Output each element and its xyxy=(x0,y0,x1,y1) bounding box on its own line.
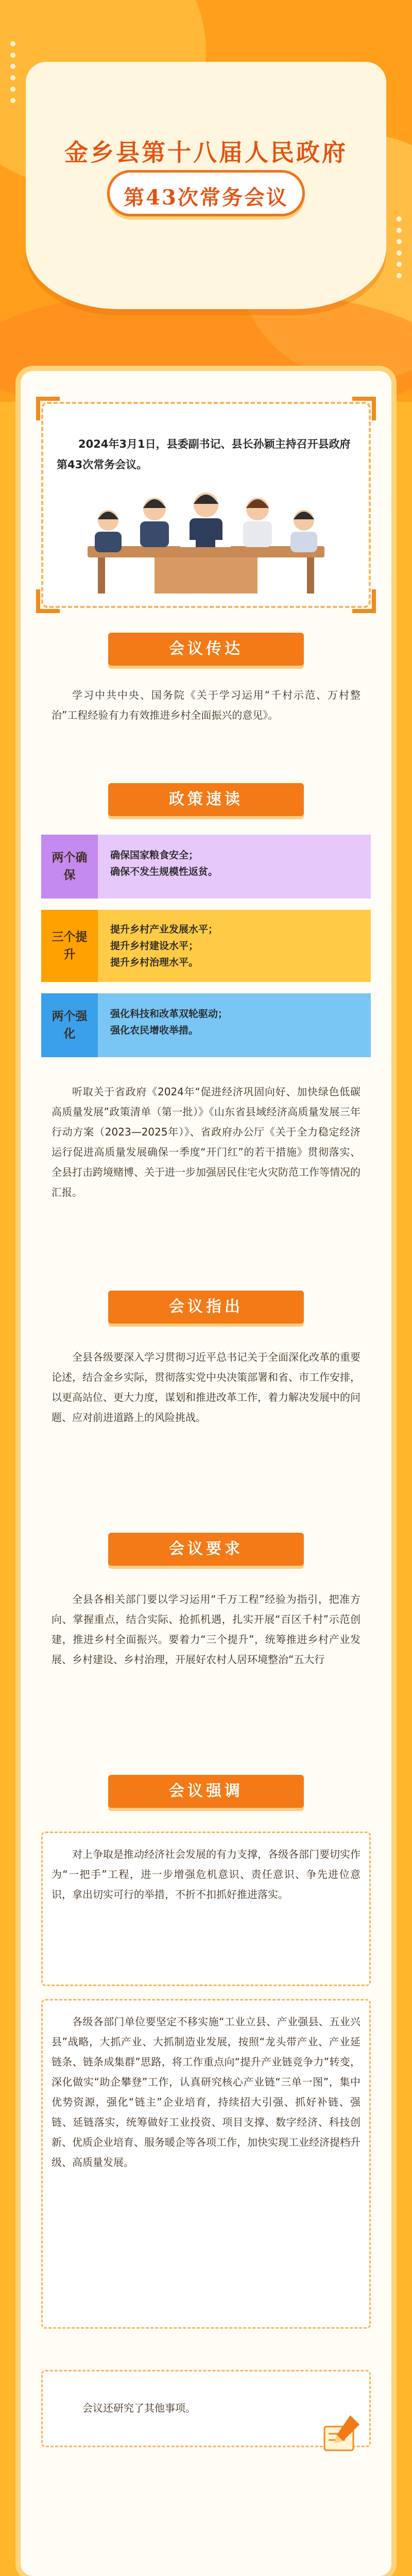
policy-body xyxy=(98,993,371,1057)
corner-decor xyxy=(36,589,60,613)
policy-line: 提升乡村治理水平。 xyxy=(110,957,199,968)
page-subtitle: 第43次常务会议 xyxy=(124,185,288,210)
section-text: 学习中共中央、国务院《关于学习运用“千村示范、万村整治”工程经验有力有效推进乡村全面振兴的意见》。 xyxy=(52,689,360,721)
section-title: 会议强调 xyxy=(169,1782,243,1800)
section-text: 全县各相关部门要以学习运用“千万工程”经验为指引，把准方向、掌握重点，结合实际、抢抓机遇，扎实开展“百区千村”示范创建，推进乡村全面振兴。要着力“三个提升”，统筹推进乡村产业发展、乡村建设、乡村治理，开展好农村人居环境整治“五大行 xyxy=(52,1593,360,1666)
policy-row xyxy=(41,835,371,899)
section-text: 对上争取是推动经济社会发展的有力支撑，各级各部门要切实作为“一把手”工程，进一步增强危机意识、责任意识、争先进位意识，拿出切实可行的举措，不折不扣抓好推进落实。 xyxy=(52,1848,360,1901)
section-banner xyxy=(108,1291,304,1324)
section-text: 全县各级要深入学习贯彻习近平总书记关于全面深化改革的重要论述，结合金乡实际，贯彻落实党中央决策部署和省、市工作安排，以更高站位、更大力度，谋划和推进改革工作，着力解决发展中的问题、应对前进道路上的风险挑战。 xyxy=(52,1351,360,1423)
meeting-illustration xyxy=(77,484,335,598)
corner-decor xyxy=(36,397,60,420)
section-banner xyxy=(108,783,304,816)
policy-tag: 两个强化 xyxy=(41,993,98,1057)
section-title: 会议传达 xyxy=(169,640,243,658)
corner-decor xyxy=(352,397,376,420)
policy-body xyxy=(98,910,371,982)
section-text: 各级各部门单位要坚定不移实施“工业立县、产业强县、五业兴县”战略，大抓产业、大抓制造业发展，按照“龙头带产业、产业延链条、链条成集群”思路，将工作重点向“提升产业链竞争力”转变，深化做实“助企攀登”工作，认真研究核心产业链“三单一图”，集中优势资源，强化“链主”企业培育，持续招大引强、抓好补链、强链、延链落实，统筹做好工业投资、项目支撑、数字经济、科技创新、优质企业培育、服务暖企等各项工作，加快实现工业经济提档升级、高质量发展。 xyxy=(52,2015,360,2168)
policy-line: 强化农民增收举措。 xyxy=(110,1025,199,1036)
section-banner xyxy=(108,633,304,666)
intro-text: 2024年3月1日，县委副书记、县长孙颖主持召开县政府第43次常务会议。 xyxy=(57,438,351,471)
section-title: 会议要求 xyxy=(169,1540,243,1558)
section-title: 会议指出 xyxy=(169,1298,243,1316)
policy-tag: 两个确保 xyxy=(41,835,98,899)
pencil-icon xyxy=(319,2411,366,2458)
page-title: 金乡县第十八届人民政府 xyxy=(64,139,348,166)
policy-line: 确保不发生规模性返贫。 xyxy=(110,866,218,877)
section-banner xyxy=(108,1775,304,1808)
policy-row xyxy=(41,910,371,982)
section-title: 政策速读 xyxy=(169,790,243,808)
policy-row xyxy=(41,993,371,1057)
policy-line: 确保国家粮食安全； xyxy=(110,850,199,861)
policy-body xyxy=(98,835,371,899)
policy-line: 提升乡村建设水平； xyxy=(110,940,199,952)
policy-tag: 三个提升 xyxy=(41,910,98,982)
policy-line: 提升乡村产业发展水平； xyxy=(110,924,218,935)
corner-decor xyxy=(352,589,376,613)
policy-line: 强化科技和改革双轮驱动； xyxy=(110,1008,228,1020)
section-banner xyxy=(108,1533,304,1566)
decor-dots xyxy=(397,216,402,284)
section-text: 听取关于省政府《2024年“促进经济巩固向好、加快绿色低碳高质量发展”政策清单（第一批）》《山东省县域经济高质量发展三年行动方案（2023—2025年）》、省政府办公厅《关于全力稳定经济运行促进高质量发展确保一季度“开门红”的若干措施》贯彻落实、全县打击跨境赌博、关于进一步加强居民住宅火灾防范工作等情况的汇报。 xyxy=(52,1086,360,1198)
closing-text: 会议还研究了其他事项。 xyxy=(82,2402,196,2414)
decor-dots xyxy=(10,41,15,109)
